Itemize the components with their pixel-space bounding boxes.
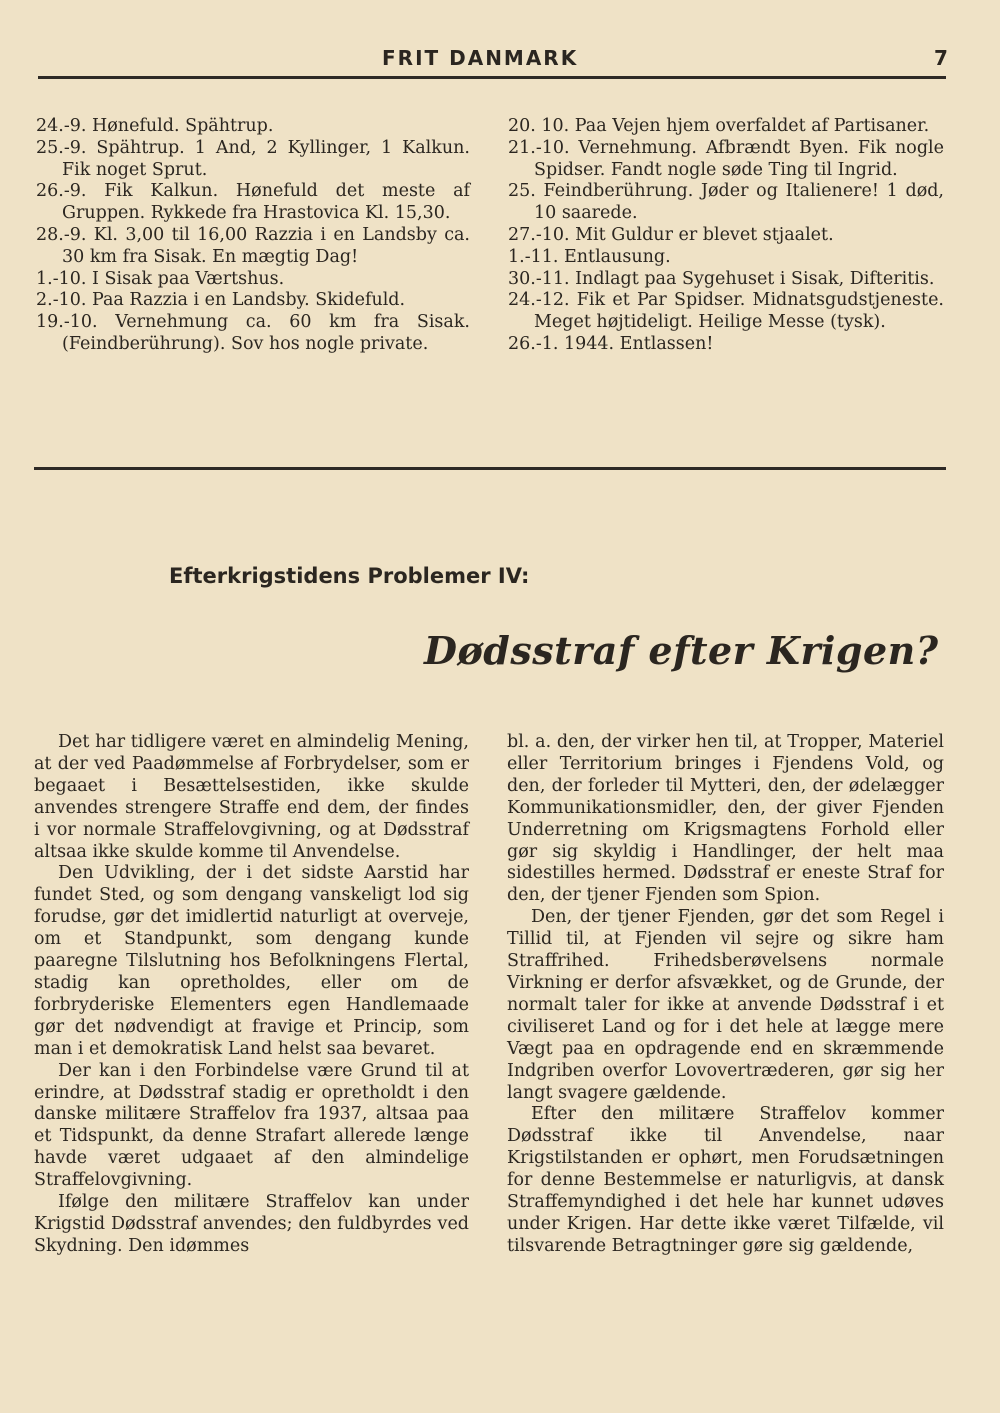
diary-entry: 24.-9. Hønefuld. Spähtrup.	[36, 116, 274, 136]
article-column-right	[507, 732, 944, 1258]
diary-column-left	[36, 116, 470, 356]
running-head	[0, 46, 1000, 76]
diary-entry: 25.-9. Spähtrup. 1 And, 2 Kyllinger, 1 Kalkun. Fik noget Sprut.	[36, 137, 470, 180]
article-paragraph: Den, der tjener Fjenden, gør det som Regel i Tillid til, at Fjenden vil sejre og sikre ham Straffrihed. Frihedsberøvelsens normale Virkning er derfor afsvækket, og de Grunde, der normalt taler for ikke at anvende Dødsstraf i et civiliseret Land og for i det hele at lægge mere Vægt paa en opdragende end en skræmmende Indgriben overfor Lovovertræderen, gør sig her langt svagere gældende.	[507, 907, 944, 1103]
diary-entry: 27.-10. Mit Guldur er blevet stjaalet.	[508, 224, 834, 245]
article-column-left	[34, 732, 469, 1258]
diary-column-right	[508, 116, 944, 356]
diary-entry: 21.-10. Vernehmung. Afbrændt Byen. Fik nogle Spidser. Fandt nogle søde Ting til Ingrid.	[508, 137, 944, 180]
article-paragraph: Der kan i den Forbindelse være Grund til at erindre, at Dødsstraf stadig er opretholdt i den danske militære Straffelov fra 1937, altsaa paa et Tidspunkt, da denne Strafart allerede længe havde været udgaaet af den almindelige Straffelovgivning.	[34, 1060, 469, 1191]
diary-entry: 26.-1. 1944. Entlassen!	[508, 333, 714, 354]
article-paragraph: Efter den militære Straffelov kommer Dødsstraf ikke til Anvendelse, naar Krigstilstanden er ophørt, men Forudsætningen for denne Bestemmelse er naturligvis, at dansk Straffemyndighed i det hele har kunnet udøves under Krigen. Har dette ikke været Tilfælde, vil tilsvarende Betragtninger gøre sig gældende,	[507, 1104, 944, 1256]
diary-entry: 26.-9. Fik Kalkun. Hønefuld det meste af Gruppen. Rykkede fra Hrastovica Kl. 15,30.	[36, 181, 470, 224]
article-paragraph: Den Udvikling, der i det sidste Aarstid har fundet Sted, og som dengang vanskeligt lod sig forudse, gør det imidlertid naturligt at overveje, om et Standpunkt, som dengang kunde paaregne Tilslutning hos Befolkningens Flertal, stadig kan opretholdes, eller om de forbryderiske Elementers egen Handlemaade gør det nødvendigt at fravige et Princip, som man i et demokratisk Land helst saa bevaret.	[34, 863, 469, 1059]
page-number: 7	[934, 46, 948, 70]
series-title: Efterkrigstidens Problemer IV:	[169, 564, 530, 588]
diary-entry: 28.-9. Kl. 3,00 til 16,00 Razzia i en Landsby ca. 30 km fra Sisak. En mægtig Dag!	[36, 224, 470, 267]
diary-entry: 1.-10. I Sisak paa Værtshus.	[36, 268, 285, 289]
diary-entry: 1.-11. Entlausung.	[508, 246, 671, 267]
diary-entry: 20. 10. Paa Vejen hjem overfaldet af Partisaner.	[508, 116, 930, 136]
article-paragraph: Det har tidligere været en almindelig Mening, at der ved Paadømmelse af Forbrydelser, som er begaaet i Besættelsestiden, ikke skulde anvendes strengere Straffe end dem, der findes i vor normale Straffelovgivning, og at Dødsstraf altsaa ikke skulde komme til Anvendelse.	[34, 732, 469, 862]
diary-entry: 19.-10. Vernehmung ca. 60 km fra Sisak. (Feindberührung). Sov hos nogle private.	[36, 312, 470, 354]
diary-entry: 30.-11. Indlagt paa Sygehuset i Sisak, Difteritis.	[508, 268, 935, 289]
header-rule	[38, 76, 946, 79]
article-paragraph: Ifølge den militære Straffelov kan under Krigstid Dødsstraf anvendes; den fuldbyrdes ved Skydning. Den idømmes	[34, 1192, 469, 1256]
journal-title: FRIT DANMARK	[382, 46, 579, 70]
diary-entry: 25. Feindberührung. Jøder og Italienere! 1 død, 10 saarede.	[508, 181, 944, 224]
diary-entry: 2.-10. Paa Razzia i en Landsby. Skidefuld.	[36, 290, 406, 311]
article-paragraph: bl. a. den, der virker hen til, at Tropper, Materiel eller Territorium bringes i Fjendens Vold, og den, der forleder til Mytteri, den, der ødelægger Kommunikationsmidler, den, der giver Fjenden Underretning om Krigsmagtens Forhold eller gør sig skyldig i Handlinger, der helt maa sidestilles hermed. Dødsstraf er eneste Straf for den, der tjener Fjenden som Spion.	[507, 732, 944, 906]
section-divider	[34, 467, 946, 470]
article-headline: Dødsstraf efter Krigen?	[424, 628, 939, 673]
diary-entry: 24.-12. Fik et Par Spidser. Midnatsgudstjeneste. Meget højtideligt. Heilige Messe (tysk).	[508, 290, 944, 333]
